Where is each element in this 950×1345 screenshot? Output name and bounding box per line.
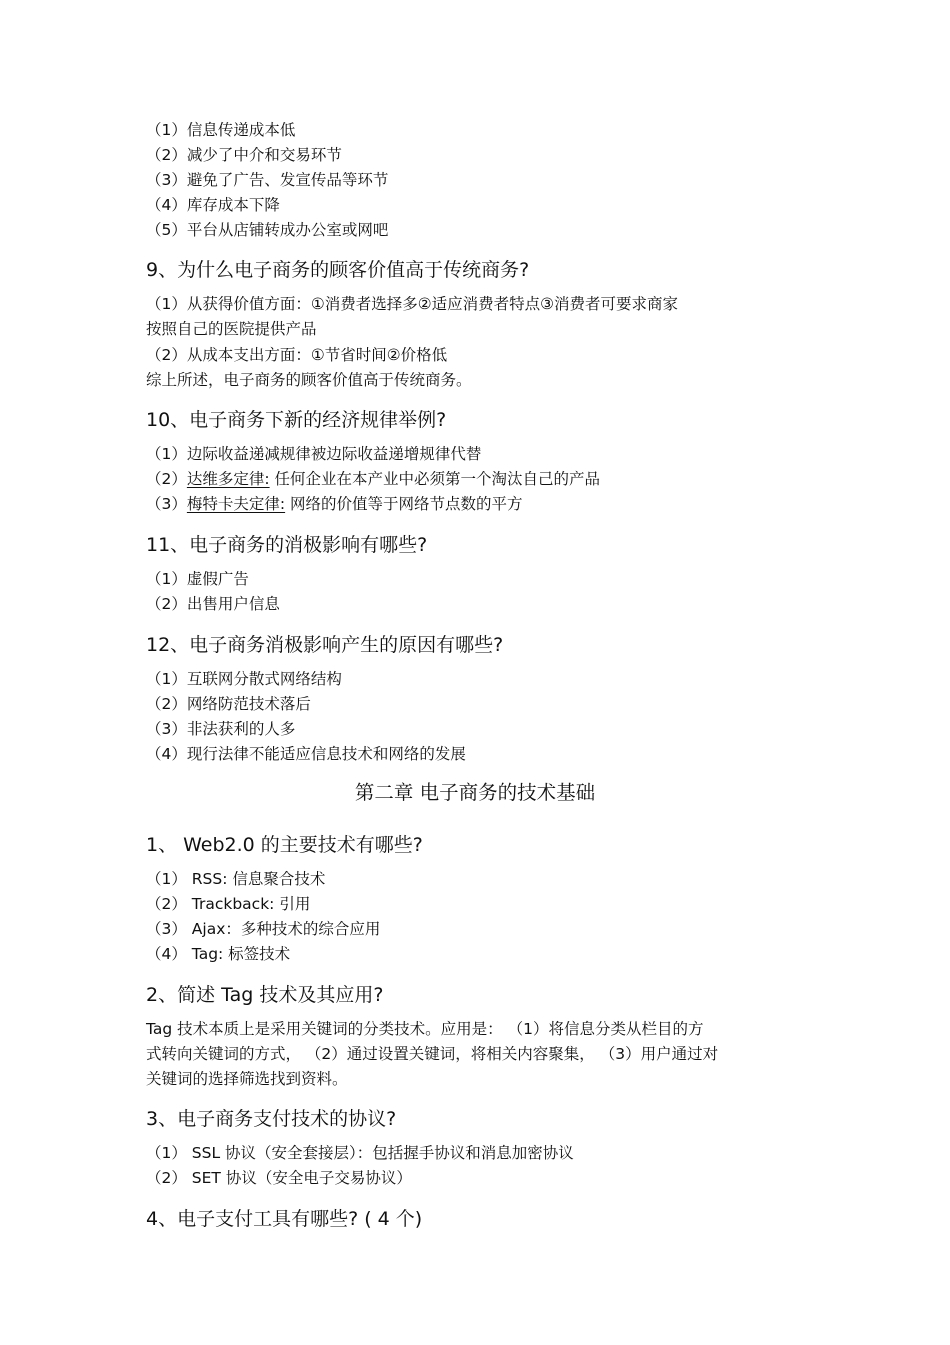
item-number: （3）	[146, 495, 187, 513]
question-heading: 11、电子商务的消极影响有哪些?	[146, 534, 428, 556]
law-description: 任何企业在本产业中必须第一个淘汰自己的产品	[269, 470, 601, 488]
list-item: （2）出售用户信息	[146, 595, 280, 613]
question-heading: 4、电子支付工具有哪些? ( 4 个)	[146, 1208, 423, 1230]
law-description: 网络的价值等于网络节点数的平方	[285, 495, 523, 513]
question-heading: 3、电子商务支付技术的协议?	[146, 1108, 397, 1130]
list-item: （1） SSL 协议（安全套接层）：包括握手协议和消息加密协议	[146, 1144, 574, 1162]
answer-line: （1）从获得价值方面：①消费者选择多②适应消费者特点③消费者可要求商家	[146, 295, 679, 313]
answer-line: 按照自己的医院提供产品	[146, 320, 317, 338]
list-item: （1）互联网分散式网络结构	[146, 670, 342, 688]
answer-line: （2）从成本支出方面：①节省时间②价格低	[146, 346, 448, 364]
item-number: （2）	[146, 470, 187, 488]
law-name: 梅特卡夫定律:	[186, 495, 286, 513]
list-item: （1）边际收益递减规律被边际收益递增规律代替	[146, 445, 482, 463]
list-item: （4）库存成本下降	[146, 196, 280, 214]
question-heading: 12、电子商务消极影响产生的原因有哪些?	[146, 634, 504, 656]
list-item: （1）信息传递成本低	[146, 121, 296, 139]
paragraph-line: 式转向关键词的方式， （2）通过设置关键词，将相关内容聚集， （3）用户通过对	[146, 1045, 719, 1063]
list-item: （1）虚假广告	[146, 570, 249, 588]
law-name: 达维多定律:	[186, 470, 270, 488]
chapter-title: 第二章 电子商务的技术基础	[354, 781, 596, 804]
list-item: （4）现行法律不能适应信息技术和网络的发展	[146, 745, 466, 763]
list-item: （5）平台从店铺转成办公室或网吧	[146, 221, 389, 239]
paragraph-line: Tag 技术本质上是采用关键词的分类技术。应用是： （1）将信息分类从栏目的方	[146, 1020, 704, 1038]
list-item: （3）非法获利的人多	[146, 720, 296, 738]
list-item	[146, 492, 523, 514]
list-item: （2） Trackback: 引用	[146, 895, 311, 913]
question-heading: 1、 Web2.0 的主要技术有哪些?	[146, 834, 423, 856]
list-item: （1） RSS: 信息聚合技术	[146, 870, 326, 888]
question-heading: 9、为什么电子商务的顾客价值高于传统商务?	[146, 259, 530, 281]
list-item: （4） Tag: 标签技术	[146, 945, 291, 963]
question-heading: 10、电子商务下新的经济规律举例?	[146, 409, 447, 431]
list-item	[146, 467, 600, 489]
list-item: （2）减少了中介和交易环节	[146, 146, 342, 164]
answer-summary: 综上所述，电子商务的顾客价值高于传统商务。	[146, 371, 472, 389]
list-item: （2）网络防范技术落后	[146, 695, 311, 713]
list-item: （2） SET 协议（安全电子交易协议）	[146, 1169, 412, 1187]
paragraph-line: 关键词的选择筛选找到资料。	[146, 1070, 348, 1088]
list-item: （3） Ajax：多种技术的综合应用	[146, 920, 381, 938]
list-item: （3）避免了广告、发宣传品等环节	[146, 171, 389, 189]
question-heading: 2、简述 Tag 技术及其应用?	[146, 984, 384, 1006]
